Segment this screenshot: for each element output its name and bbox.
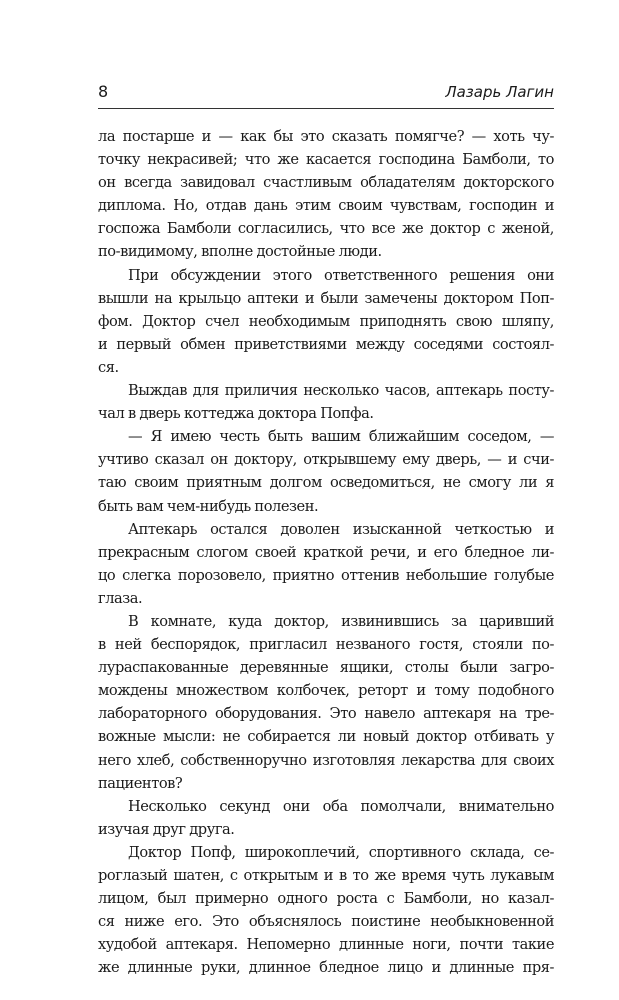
text-line: В комнате, куда доктор, извинившись за царивший — [128, 612, 554, 630]
paragraph — [98, 425, 554, 517]
text-line: ла постарше и — как бы это сказать помягче? — хоть чу- — [98, 128, 554, 145]
text-line: Доктор Попф, широкоплечий, спортивного склада, се- — [128, 843, 554, 861]
text-line: Выждав для приличия несколько часов, аптекарь посту- — [128, 382, 554, 400]
text-line: госпожа Бамболи согласились, что все же доктор с женой, — [98, 220, 554, 238]
text-line: в ней беспорядок, пригласил незваного гостя, стояли по- — [98, 636, 554, 654]
text-line: цо слегка порозовело, приятно оттенив небольшие голубые — [98, 566, 554, 584]
text-line: мождены множеством колбочек, реторт и тому подобного — [98, 682, 554, 700]
text-line: фом. Доктор счел необходимым приподнять свою шляпу, — [98, 312, 554, 330]
paragraph — [98, 379, 554, 425]
text-line: ся ниже его. Это объяснялось поистине необыкновенной — [98, 913, 554, 931]
text-line: Аптекарь остался доволен изысканной четкостью и — [128, 520, 554, 538]
text-line: лураспакованные деревянные ящики, столы были загро- — [98, 659, 554, 677]
running-head-author: Лазарь Лагин — [445, 83, 554, 101]
page-number: 8 — [98, 82, 109, 101]
text-line: чал в дверь коттеджа доктора Попфа. — [98, 405, 374, 423]
text-line: ся. — [98, 358, 119, 376]
text-line: диплома. Но, отдав дань этим своим чувствам, господин и — [98, 197, 554, 215]
paragraph — [98, 610, 554, 795]
text-line: таю своим приятным долгом осведомиться, не смогу ли я — [98, 474, 554, 492]
text-line: — Я имею честь быть вашим ближайшим соседом, — — [128, 428, 554, 446]
text-line: по-видимому, вполне достойные люди. — [98, 243, 382, 261]
text-line: роглазый шатен, с открытым и в то же время чуть лукавым — [98, 867, 554, 884]
text-line: Несколько секунд они оба помолчали, внимательно — [128, 797, 554, 815]
text-line: изучая друг друга. — [98, 820, 235, 838]
text-line: учтиво сказал он доктору, открывшему ему дверь, — и счи- — [98, 451, 554, 469]
paragraph — [98, 125, 554, 264]
text-line: глаза. — [98, 589, 143, 607]
paragraph — [98, 841, 554, 980]
text-line: он всегда завидовал счастливым обладателям докторского — [98, 174, 554, 192]
text-line: прекрасным слогом своей краткой речи, и его бледное ли- — [98, 543, 554, 561]
text-line: вышли на крыльцо аптеки и были замечены доктором Поп- — [98, 289, 554, 307]
text-line: При обсуждении этого ответственного решения они — [128, 266, 554, 284]
text-line: худобой аптекаря. Непомерно длинные ноги, почти такие — [98, 936, 554, 954]
paragraph — [98, 518, 554, 610]
body-text — [98, 125, 554, 979]
text-line: лабораторного оборудования. Это навело аптекаря на тре- — [98, 705, 554, 723]
text-line: точку некрасивей; что же касается господина Бамболи, то — [98, 151, 554, 169]
text-line: лицом, был примерно одного роста с Бамболи, но казал- — [98, 890, 554, 908]
text-line: быть вам чем-нибудь полезен. — [98, 497, 319, 515]
paragraph — [98, 795, 554, 841]
text-line: него хлеб, собственноручно изготовляя лекарства для своих — [98, 751, 554, 769]
text-line: пациентов? — [98, 774, 183, 792]
header-divider — [98, 108, 554, 109]
text-line: и первый обмен приветствиями между соседями состоял- — [98, 335, 554, 353]
text-line: вожные мысли: не собирается ли новый доктор отбивать у — [98, 728, 554, 746]
paragraph — [98, 264, 554, 379]
text-line: же длинные руки, длинное бледное лицо и длинные пря- — [98, 959, 554, 977]
